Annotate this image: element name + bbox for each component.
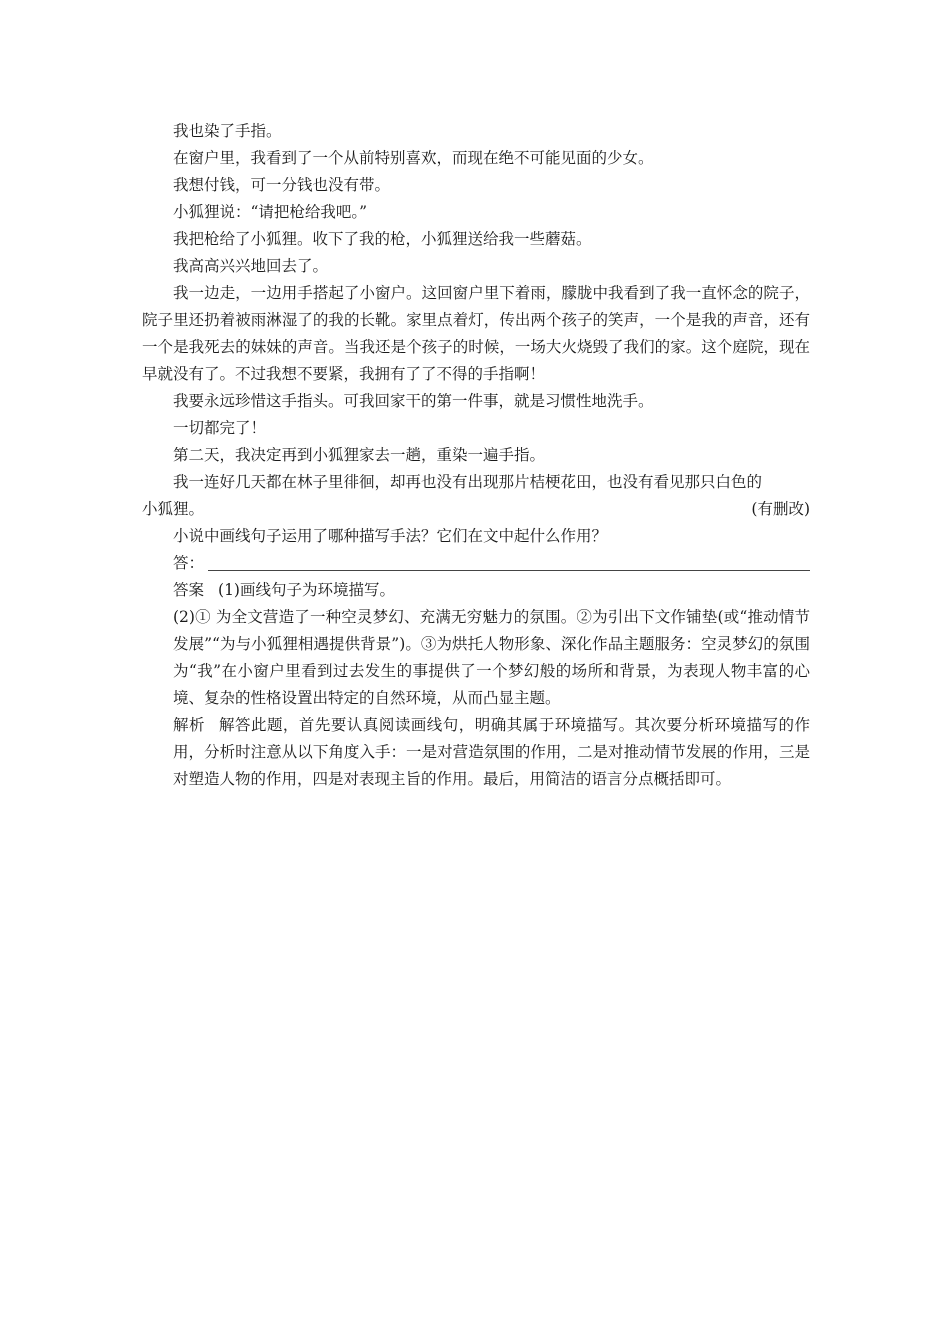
story-paragraph: 我也染了手指。: [173, 122, 282, 140]
analysis-label: 解析: [173, 716, 205, 734]
answer-section: [142, 577, 810, 604]
story-paragraph: 我要永远珍惜这手指头。可我回家干的第一件事，就是习惯性地洗手。: [173, 392, 654, 410]
document-body: [142, 118, 810, 793]
answer-underline: [208, 569, 810, 571]
analysis-section: [142, 712, 810, 793]
story-ending-text: 小狐狸。: [142, 500, 205, 518]
story-paragraph: 我高高兴兴地回去了。: [173, 257, 329, 275]
answer-prompt: 答：: [173, 554, 205, 572]
story-ending-line: [142, 496, 810, 523]
answer-part-1: (1)画线句子为环境描写。: [218, 581, 395, 599]
answer-blank-line: [142, 550, 810, 577]
story-paragraph: 在窗户里，我看到了一个从前特别喜欢，而现在绝不可能见面的少女。: [173, 149, 654, 167]
answer-label: 答案: [173, 581, 205, 599]
analysis-text: 解答此题，首先要认真阅读画线句，明确其属于环境描写。其次要分析环境描写的作用，分析时注意从以下角度入手：一是对营造氛围的作用，二是对推动情节发展的作用，三是对塑造人物的作用，四是对表现主旨的作用。最后，用简洁的语言分点概括即可。: [173, 716, 810, 788]
story-paragraph: 我把枪给了小狐狸。收下了我的枪，小狐狸送给我一些蘑菇。: [173, 230, 592, 248]
answer-part-2: (2)① 为全文营造了一种空灵梦幻、充满无穷魅力的氛围。②为引出下文作铺垫(或“推动情节发展”“为与小狐狸相遇提供背景”)。③为烘托人物形象、深化作品主题服务：空灵梦幻的氛围为“我”在小窗户里看到过去发生的事提供了一个梦幻般的场所和背景，为表现人物丰富的心境、复杂的性格设置出特定的自然环境，从而凸显主题。: [173, 608, 810, 707]
story-paragraph: 第二天，我决定再到小狐狸家去一趟，重染一遍手指。: [173, 446, 546, 464]
attribution-note: (有删改): [751, 500, 810, 518]
question-text: 小说中画线句子运用了哪种描写手法？它们在文中起什么作用？: [173, 527, 608, 545]
story-paragraph-final: 我一连好几天都在林子里徘徊，却再也没有出现那片桔梗花田，也没有看见那只白色的: [173, 473, 763, 491]
story-paragraph: 我想付钱，可一分钱也没有带。: [173, 176, 391, 194]
story-paragraph: 小狐狸说：“请把枪给我吧。”: [173, 203, 368, 221]
story-paragraph: 一切都完了！: [173, 419, 267, 437]
story-paragraph: 我一边走，一边用手搭起了小窗户。这回窗户里下着雨，朦胧中我看到了我一直怀念的院子，院子里还扔着被雨淋湿了的我的长靴。家里点着灯，传出两个孩子的笑声，一个是我的声音，还有一个是我死去的妹妹的声音。当我还是个孩子的时候，一场大火烧毁了我们的家。这个庭院，现在早就没有了。不过我想不要紧，我拥有了了不得的手指啊！: [142, 284, 810, 383]
